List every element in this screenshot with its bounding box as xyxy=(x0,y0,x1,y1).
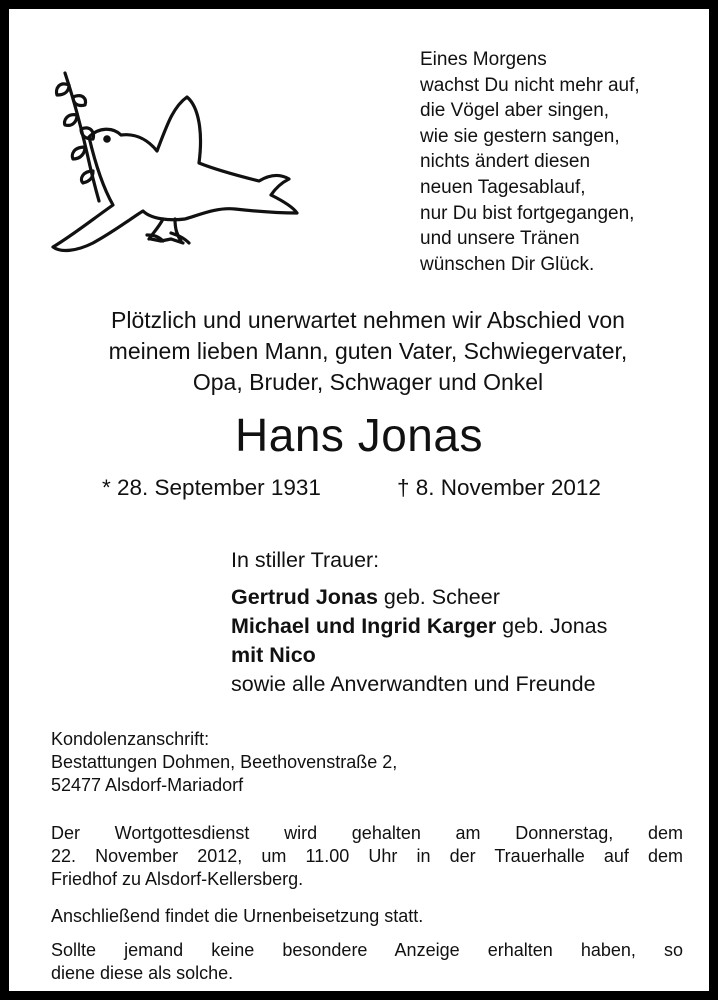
poem-line: wünschen Dir Glück. xyxy=(420,253,595,275)
poem-line: nur Du bist fortgegangen, xyxy=(420,202,635,224)
intro-line: Opa, Bruder, Schwager und Onkel xyxy=(192,369,544,395)
mourner-name: Michael und Ingrid Karger xyxy=(231,614,497,638)
mourner-row xyxy=(231,583,701,612)
mourner-row xyxy=(231,641,701,670)
burial-line: Anschließend findet die Urnenbeisetzung statt. xyxy=(51,906,424,926)
mourners-closing: sowie alle Anverwandten und Freunde xyxy=(231,672,596,696)
mourners-block xyxy=(231,546,701,699)
closing-note xyxy=(51,939,683,985)
poem-line: nichts ändert diesen xyxy=(420,151,591,173)
note-line: diene diese als solche. xyxy=(51,963,234,983)
poem-line: wachst Du nicht mehr auf, xyxy=(420,74,640,96)
service-line: Der Wortgottesdienst wird gehalten am Donnerstag, dem xyxy=(51,823,683,843)
birth-date: * 28. September 1931 xyxy=(102,475,321,500)
poem-line: wie sie gestern sangen, xyxy=(420,125,620,147)
service-line: Friedhof zu Alsdorf-Kellersberg. xyxy=(51,869,304,889)
note-line: Sollte jemand keine besondere Anzeige erhalten haben, so xyxy=(51,940,683,960)
poem-line: die Vögel aber singen, xyxy=(420,100,610,122)
mourner-maiden-name: geb. Jonas xyxy=(496,614,608,638)
poem-line: neuen Tagesablauf, xyxy=(420,176,586,198)
intro-line: meinem lieben Mann, guten Vater, Schwiegervater, xyxy=(108,338,628,364)
poem xyxy=(420,47,710,277)
poem-line: und unsere Tränen xyxy=(420,228,580,250)
service-details xyxy=(51,822,683,891)
address-label: Kondolenzanschrift: xyxy=(51,729,210,749)
intro-line: Plötzlich und unerwartet nehmen wir Abschied von xyxy=(111,307,625,333)
deceased-name: Hans Jonas xyxy=(235,409,483,461)
mourners-heading: In stiller Trauer: xyxy=(231,548,380,572)
mourner-row xyxy=(231,612,701,641)
mourner-maiden-name: geb. Scheer xyxy=(377,585,500,609)
mourner-name: Gertrud Jonas xyxy=(231,585,378,609)
poem-line: Eines Morgens xyxy=(420,49,547,70)
service-line: 22. November 2012, um 11.00 Uhr in der Trauerhalle auf dem xyxy=(51,846,683,866)
death-date: † 8. November 2012 xyxy=(397,475,601,500)
address-line: Bestattungen Dohmen, Beethovenstraße 2, xyxy=(51,752,398,772)
mourner-name: mit Nico xyxy=(231,643,316,667)
dove-with-olive-branch-icon xyxy=(47,67,317,267)
burial-notice xyxy=(51,905,683,928)
announcement-intro xyxy=(29,305,707,398)
address-line: 52477 Alsdorf-Mariadorf xyxy=(51,775,244,795)
condolence-address xyxy=(51,728,683,797)
